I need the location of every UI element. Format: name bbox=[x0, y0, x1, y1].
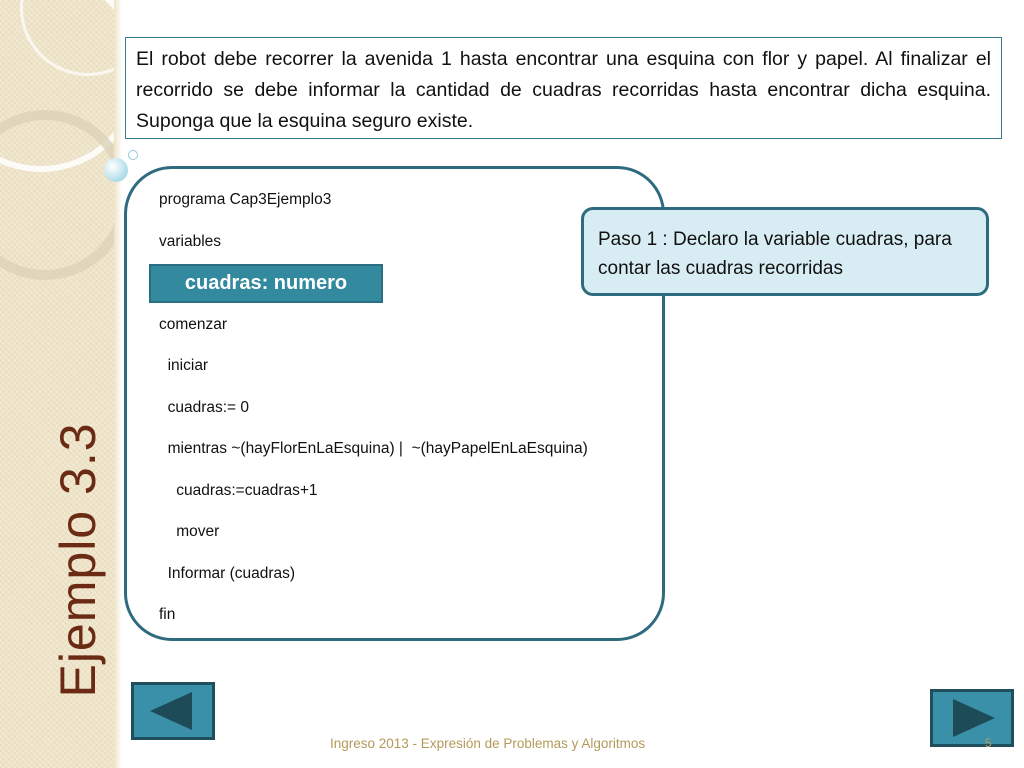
code-line-mientras: mientras ~(hayFlorEnLaEsquina) | ~(hayPapelEnLaEsquina) bbox=[159, 440, 588, 457]
decorative-arc bbox=[0, 110, 114, 280]
code-line-informar: Informar (cuadras) bbox=[159, 565, 296, 582]
sidebar-edge bbox=[114, 0, 122, 768]
code-line-increment: cuadras:=cuadras+1 bbox=[159, 482, 318, 499]
highlighted-declaration: cuadras: numero bbox=[149, 264, 383, 303]
code-line-mover: mover bbox=[159, 523, 220, 540]
triangle-right-icon bbox=[933, 692, 1011, 744]
code-line-fin: fin bbox=[159, 606, 176, 623]
triangle-left-icon bbox=[134, 685, 212, 737]
next-slide-button[interactable] bbox=[930, 689, 1014, 747]
previous-slide-button[interactable] bbox=[131, 682, 215, 740]
code-line-comenzar: comenzar bbox=[159, 316, 228, 333]
page-number: 5 bbox=[985, 736, 992, 750]
code-line-iniciar: iniciar bbox=[159, 357, 209, 374]
footer-text: Ingreso 2013 - Expresión de Problemas y Algoritmos bbox=[330, 736, 646, 751]
small-bubble-decoration bbox=[128, 150, 138, 160]
code-line-variables: variables bbox=[159, 233, 222, 250]
slide-title: Ejemplo 3.3 bbox=[50, 422, 106, 698]
code-line-program: programa Cap3Ejemplo3 bbox=[159, 191, 332, 208]
code-line-init: cuadras:= 0 bbox=[159, 399, 250, 416]
problem-statement: El robot debe recorrer la avenida 1 hasta encontrar una esquina con flor y papel. Al finalizar el recorrido se debe informar la cantidad de cuadras recorridas hasta encontrar dicha esquina. Suponga que la esquina seguro existe. bbox=[125, 37, 1002, 139]
bubble-decoration bbox=[104, 158, 128, 182]
step-callout: Paso 1 : Declaro la variable cuadras, para contar las cuadras recorridas bbox=[581, 207, 989, 296]
